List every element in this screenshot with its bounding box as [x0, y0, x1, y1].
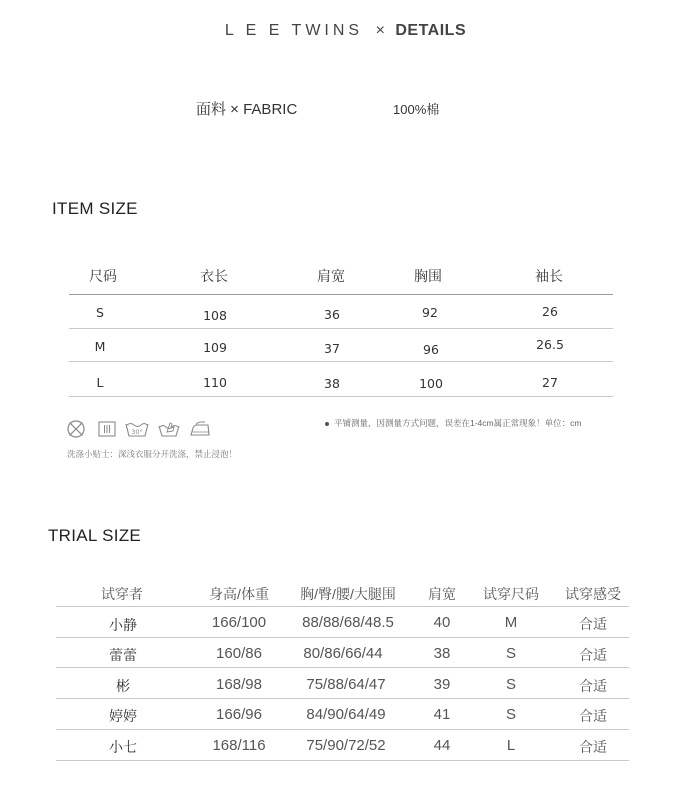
height-weight: 168/116 — [212, 737, 266, 754]
table-divider — [69, 328, 613, 329]
wash-30-icon — [124, 419, 150, 439]
sleeve-cell: 27 — [542, 375, 558, 390]
item-size-title: ITEM SIZE — [52, 199, 138, 218]
shoulder-cell: 36 — [324, 307, 340, 322]
no-bleach-icon — [66, 419, 86, 439]
fabric-value: 100%棉 — [393, 102, 440, 117]
trial-size: M — [504, 614, 518, 631]
header-separator: × — [375, 22, 385, 39]
chest-cell: 96 — [423, 342, 439, 357]
wash-temp-label: 30° — [131, 428, 143, 436]
height-weight: 160/86 — [216, 645, 262, 662]
length-cell: 108 — [203, 308, 227, 323]
bullet-dot — [325, 422, 329, 426]
body-measurements: 80/86/66/44 — [303, 645, 383, 662]
trial-col-header: 肩宽 — [428, 586, 456, 602]
item-col-header: 肩宽 — [317, 268, 345, 284]
item-col-header: 胸围 — [414, 268, 442, 284]
table-divider — [56, 729, 629, 730]
shoulder-cell: 38 — [324, 376, 340, 391]
tester-name: 婷婷 — [109, 708, 137, 724]
item-col-header: 尺码 — [89, 268, 117, 284]
body-measurements: 75/88/64/47 — [306, 676, 386, 693]
trial-size: S — [505, 645, 517, 662]
table-divider — [56, 760, 629, 761]
measurement-note — [325, 417, 581, 429]
iron-icon — [188, 419, 212, 439]
height-weight: 166/96 — [216, 706, 262, 723]
hang-dry-icon — [97, 419, 117, 439]
body-measurements: 75/90/72/52 — [306, 737, 386, 754]
tester-name: 小静 — [109, 617, 137, 633]
shoulder-cell: 37 — [324, 341, 340, 356]
body-measurements: 84/90/64/49 — [306, 706, 386, 723]
item-col-header: 袖长 — [535, 268, 563, 284]
table-divider — [56, 606, 629, 607]
shoulder-width: 39 — [433, 676, 451, 693]
shoulder-width: 40 — [433, 614, 451, 631]
table-divider — [69, 361, 613, 362]
hand-wash-icon — [157, 419, 181, 439]
shoulder-width: 41 — [433, 706, 451, 723]
shoulder-width: 38 — [433, 645, 451, 662]
fit-feeling: 合适 — [579, 616, 607, 632]
table-divider — [69, 294, 613, 295]
size-cell: M — [94, 339, 106, 354]
trial-size: S — [505, 706, 517, 723]
trial-col-header: 试穿尺码 — [483, 586, 539, 602]
body-measurements: 88/88/68/48.5 — [302, 614, 394, 631]
trial-col-header: 身高/体重 — [209, 586, 269, 602]
sleeve-cell: 26 — [542, 304, 558, 319]
wash-tip: 洗涤小贴士：深浅衣服分开洗涤，禁止浸泡！ — [67, 449, 238, 459]
page-header — [0, 22, 691, 40]
header-details: DETAILS — [395, 22, 467, 39]
chest-cell: 92 — [422, 305, 438, 320]
shoulder-width: 44 — [433, 737, 451, 754]
item-col-header: 衣长 — [200, 268, 228, 284]
tester-name: 蕾蕾 — [109, 647, 137, 663]
trial-size: L — [506, 737, 516, 754]
table-divider — [69, 396, 613, 397]
tester-name: 小七 — [109, 739, 137, 755]
trial-size-title: TRIAL SIZE — [48, 526, 142, 545]
chest-cell: 100 — [419, 376, 443, 391]
table-divider — [56, 698, 629, 699]
brand-name: L E E TWINS — [224, 22, 364, 39]
table-divider — [56, 637, 629, 638]
fit-feeling: 合适 — [579, 739, 607, 755]
fabric-label: 面料 × FABRIC — [196, 101, 298, 118]
trial-size: S — [505, 676, 517, 693]
length-cell: 109 — [203, 340, 227, 355]
fit-feeling: 合适 — [579, 647, 607, 663]
fit-feeling: 合适 — [579, 708, 607, 724]
fit-feeling: 合适 — [579, 678, 607, 694]
height-weight: 166/100 — [211, 614, 267, 631]
table-divider — [56, 667, 629, 668]
trial-col-header: 胸/臀/腰/大腿围 — [300, 586, 396, 602]
measurement-note-text: 平铺测量，因测量方式问题，误差在1-4cm属正常现象！单位：cm — [334, 418, 582, 428]
trial-col-header: 试穿感受 — [565, 586, 621, 602]
sleeve-cell: 26.5 — [536, 337, 564, 352]
tester-name: 彬 — [116, 678, 130, 694]
length-cell: 110 — [203, 375, 227, 390]
height-weight: 168/98 — [216, 676, 262, 693]
size-cell: L — [96, 375, 104, 390]
size-cell: S — [96, 305, 104, 320]
trial-col-header: 试穿者 — [101, 586, 143, 602]
